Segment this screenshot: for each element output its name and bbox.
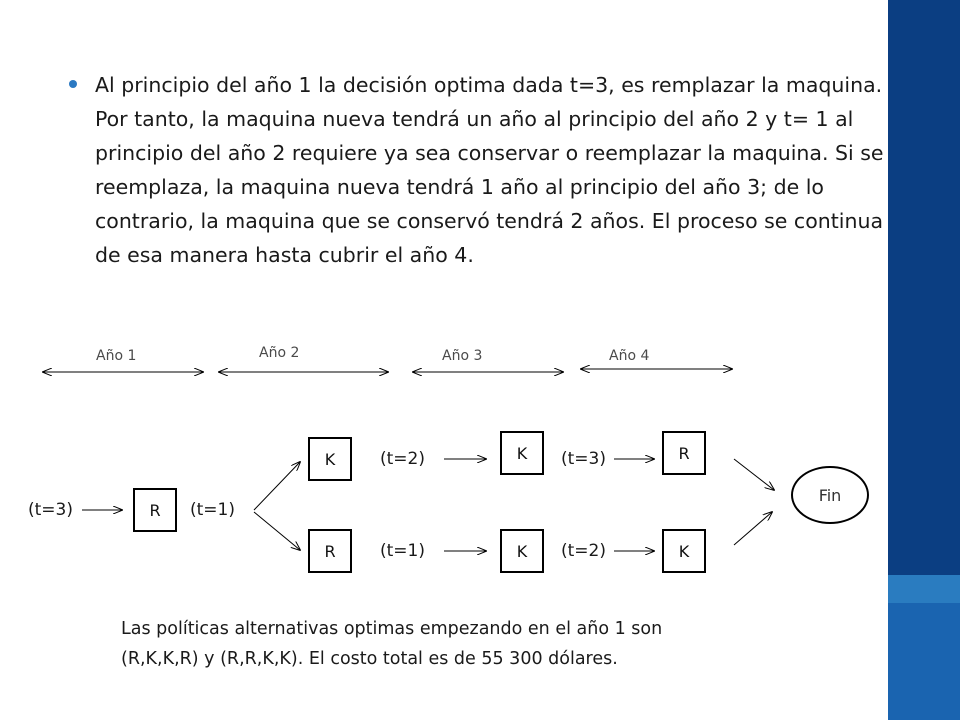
upper-to-fin-arrow [734,459,774,490]
decision-box-lower-1: R [308,529,352,573]
year-label-3: Año 3 [442,348,483,364]
bullet-paragraph: Al principio del año 1 la decisión optima dada t=3, es remplazar la maquina. Por tanto, la maquina nueva tendrá un año al principio del año 2 y t= 1 al principio del año 2 requiere ya sea conservar o reemplazar la maquina. Si se reemplaza, la maquina nueva tendrá 1 año al principio del año 3; de lo contrario, la maquina que se conservó tendrá 2 años. El proceso se continua de esa manera hasta cubrir el año 4. [95,73,884,267]
conclusion-line-2: (R,K,K,R) y (R,R,K,K). El costo total es de 55 300 dólares. [121,649,618,669]
decision-box-lower-3: K [662,529,706,573]
decision-box-upper-1: K [308,437,352,481]
year-label-1: Año 1 [96,348,137,364]
conclusion-line-1: Las políticas alternativas optimas empezando en el año 1 son [121,619,663,639]
decision-box-upper-3: R [662,431,706,475]
state-lower-2: (t=2) [561,541,606,561]
state-lower-1: (t=1) [380,541,425,561]
conclusion-text [121,614,781,674]
end-node: Fin [791,466,869,524]
state-upper-1: (t=2) [380,449,425,469]
year-label-2: Año 2 [259,345,300,361]
year-label-4: Año 4 [609,348,650,364]
decision-box-upper-2: K [500,431,544,475]
lower-to-fin-arrow [734,512,772,545]
decision-box-start: R [133,488,177,532]
branch-down-arrow [254,512,300,550]
state-after-start: (t=1) [190,500,235,520]
state-upper-2: (t=3) [561,449,606,469]
state-start: (t=3) [28,500,73,520]
branch-up-arrow [254,462,300,510]
decision-box-lower-2: K [500,529,544,573]
